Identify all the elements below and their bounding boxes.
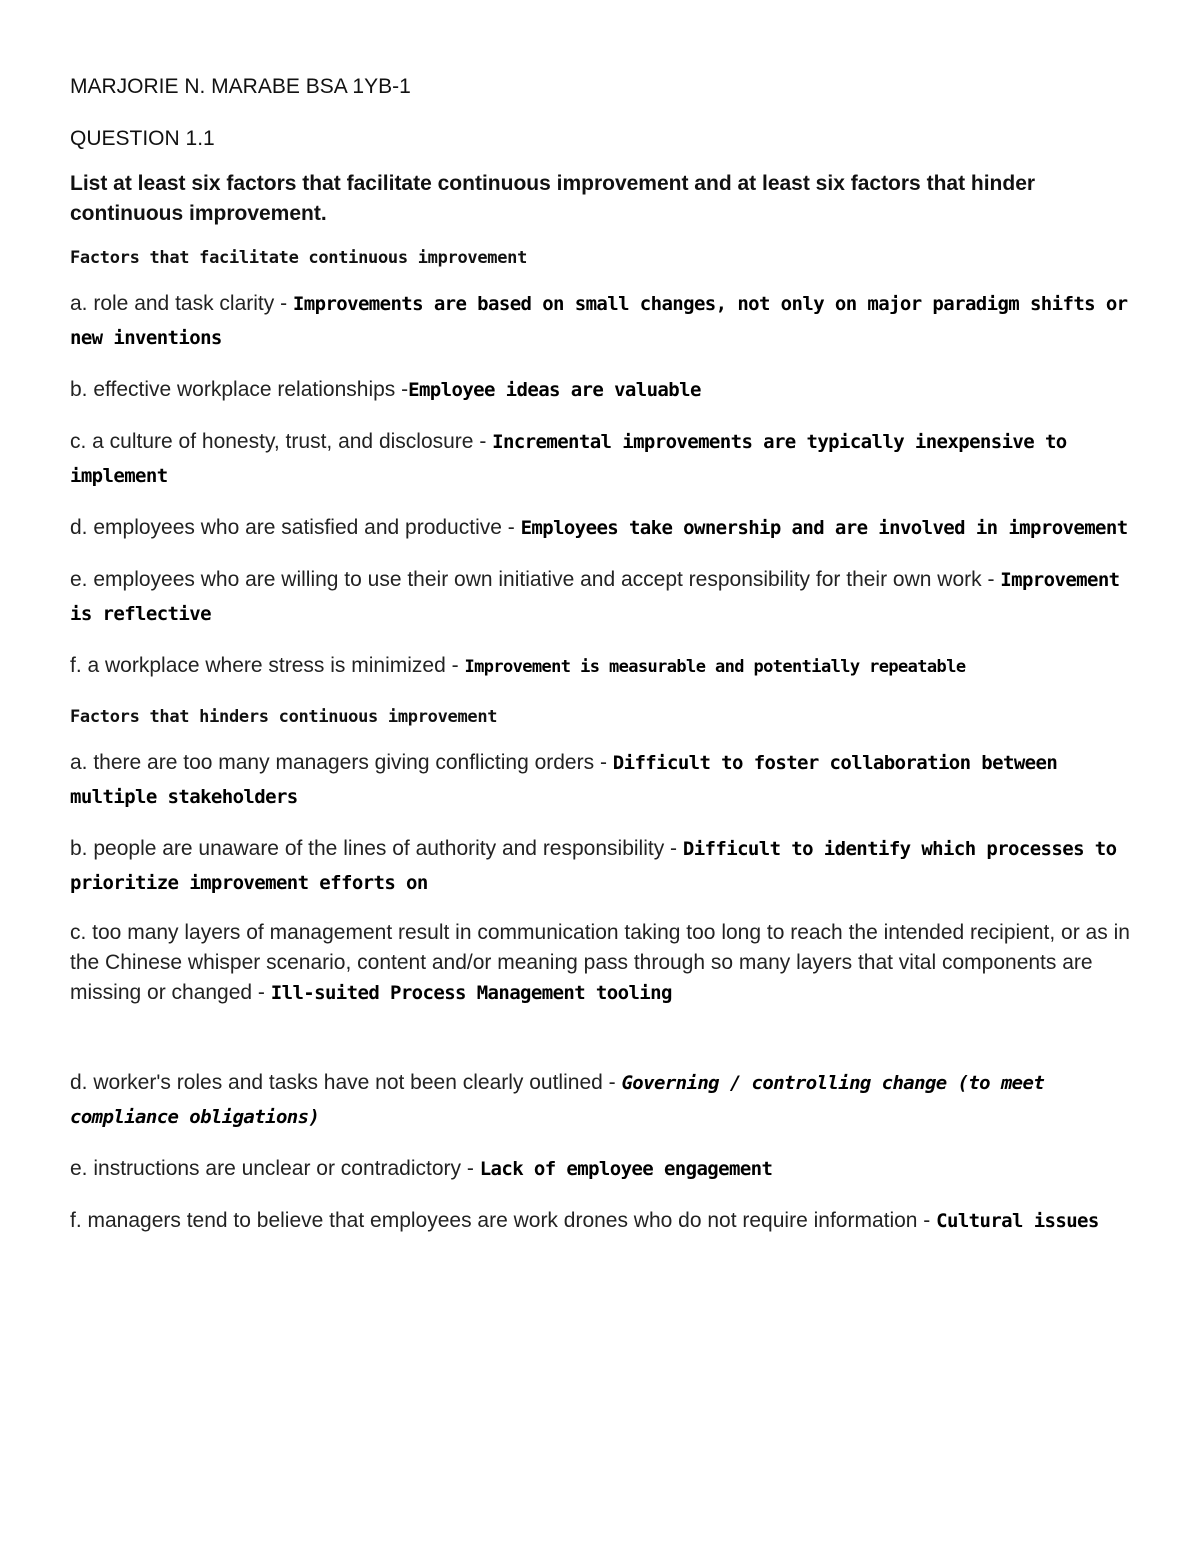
factor-text: a. there are too many managers giving conflicting orders - — [70, 751, 613, 774]
hinder-item-b — [70, 832, 1140, 900]
hinder-item-e — [70, 1152, 1140, 1186]
hinder-item-f — [70, 1204, 1140, 1238]
document-page — [70, 72, 1140, 1256]
factor-text: e. instructions are unclear or contradictory - — [70, 1157, 480, 1180]
facilitate-item-d — [70, 511, 1140, 545]
factor-text: b. people are unaware of the lines of authority and responsibility - — [70, 837, 683, 860]
facilitate-item-b — [70, 373, 1140, 407]
answer-text: Difficult to identify which processes to prioritize improvement efforts on — [70, 838, 1117, 894]
answer-text: Incremental improvements are typically inexpensive to implement — [70, 431, 1067, 487]
answer-text: Improvement is reflective — [70, 569, 1120, 625]
answer-text: Governing / controlling change (to meet compliance obligations) — [70, 1072, 1045, 1128]
facilitate-item-c — [70, 425, 1140, 493]
facilitate-item-e — [70, 563, 1140, 631]
answer-text: Improvements are based on small changes, not only on major paradigm shifts or new inventions — [70, 293, 1128, 349]
facilitate-item-f — [70, 649, 1140, 684]
factor-text: c. a culture of honesty, trust, and disclosure - — [70, 430, 493, 453]
question-number: QUESTION 1.1 — [70, 127, 215, 150]
blank-spacer — [70, 1026, 1140, 1066]
answer-text: Lack of employee engagement — [479, 1158, 773, 1180]
factor-text: c. too many layers of management result in communication taking too long to reach the intended recipient, or as in the Chinese whisper scenario, content and/or meaning pass through so many layers that vital components are missing or changed - — [70, 921, 1130, 1004]
hinder-heading: Factors that hinders continuous improvement — [70, 707, 498, 727]
answer-text: Difficult to foster collaboration between multiple stakeholders — [70, 752, 1058, 808]
factor-text: f. a workplace where stress is minimized - — [70, 654, 465, 677]
answer-text: Employee ideas are valuable — [408, 379, 701, 401]
answer-text: Ill-suited Process Management tooling — [270, 982, 672, 1004]
student-name-line: MARJORIE N. MARABE BSA 1YB-1 — [70, 75, 411, 98]
factor-text: f. managers tend to believe that employees are work drones who do not require information - — [70, 1209, 937, 1232]
answer-text: Employees take ownership and are involved in improvement — [520, 517, 1128, 539]
hinder-item-c — [70, 918, 1140, 1008]
hinder-item-d — [70, 1066, 1140, 1134]
factor-text: d. worker's roles and tasks have not been clearly outlined - — [70, 1071, 622, 1094]
answer-text: Cultural issues — [936, 1210, 1099, 1232]
factor-text: b. effective workplace relationships - — [70, 378, 409, 401]
facilitate-heading: Factors that facilitate continuous improvement — [70, 248, 528, 268]
factor-text: a. role and task clarity - — [70, 292, 293, 315]
factor-text: e. employees who are willing to use their own initiative and accept responsibility for their own work - — [70, 568, 1001, 591]
hinder-item-a — [70, 746, 1140, 814]
facilitate-item-a — [70, 287, 1140, 355]
question-prompt: List at least six factors that facilitate continuous improvement and at least six factors that hinder continuous improvement. — [70, 172, 1036, 225]
factor-text: d. employees who are satisfied and productive - — [70, 516, 521, 539]
answer-text: Improvement is measurable and potentially repeatable — [464, 657, 966, 677]
